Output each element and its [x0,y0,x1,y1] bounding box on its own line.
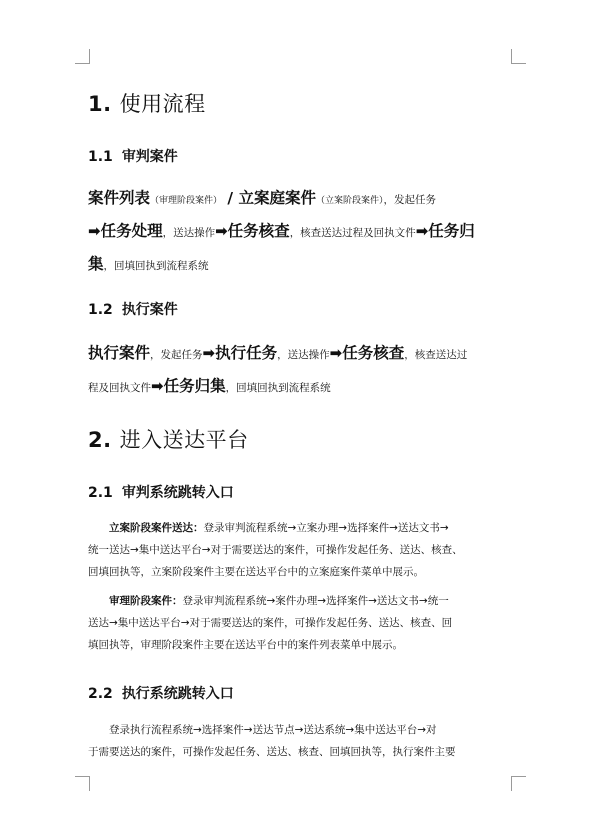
paragraph-enforcement-entry [88,719,518,763]
flow-step-task-processing: 任务处理 [100,222,163,240]
right-arrow-icon: ➡ [415,222,429,240]
page-corner-mark-bottom-left [75,776,90,791]
heading-title: 审判案件 [121,149,178,165]
right-arrow-icon: ➡ [88,222,101,240]
paragraph-line: 送达→集中送达平台→对于需要送达的案件，可操作发起任务、送达、核查、回 [88,617,453,629]
flow-step-task-verification: 任务核查 [227,222,290,240]
right-arrow-icon: ➡ [202,344,216,362]
flow-line-trial-3 [88,252,518,274]
page-corner-mark-bottom-right [511,776,526,791]
flow-action: ，发起任务 [383,194,437,206]
flow-separator: / [222,189,239,207]
right-arrow-icon: ➡ [215,222,228,240]
paragraph-label: 审理阶段案件： [109,595,183,607]
paragraph-trial-stage-cases [88,590,518,656]
heading-number: 2.1 [88,485,113,501]
right-arrow-icon: ➡ [329,344,343,362]
page-corner-mark-top-left [75,49,90,64]
flow-line-trial-2 [88,219,518,241]
paragraph-line: 回填回执等，立案阶段案件主要在送达平台中的立案庭案件菜单中展示。 [88,566,424,578]
flow-step-execute-task: 执行任务 [215,344,278,362]
flow-line-enforcement-1 [88,341,518,363]
flow-step-task-archive-end: 集 [88,255,104,273]
flow-step-filing-court-cases: 立案庭案件 [238,189,317,207]
paragraph-text: 登录审判流程系统→案件办理→选择案件→送达文书→统一 [182,595,449,607]
flow-action: ，回填回执到流程系统 [225,382,331,394]
heading-1-usage-flow [88,88,206,118]
heading-2-2-enforcement-system-entry [88,683,234,703]
paragraph-line: 填回执等，审理阶段案件主要在送达平台中的案件列表菜单中展示。 [88,639,403,651]
page-corner-mark-top-right [511,49,526,64]
flow-step-task-archive: 任务归 [428,222,475,240]
paragraph-filing-stage-delivery [88,517,518,583]
flow-note: （审理阶段案件） [150,196,223,206]
heading-number: 1.1 [88,149,113,165]
flow-step-task-verification: 任务核查 [342,344,405,362]
flow-action: ，核查送达过程及回执文件 [289,227,416,239]
heading-1-1-trial-cases [88,146,178,166]
paragraph-line [88,517,518,539]
paragraph-line: 登录执行流程系统→选择案件→送达节点→送达系统→集中送达平台→对 [109,724,437,736]
heading-2-enter-delivery-platform [88,424,249,454]
heading-1-2-enforcement-cases [88,299,178,319]
flow-step-case-list: 案件列表 [88,189,151,207]
paragraph-line: 统一送达→集中送达平台→对于需要送达的案件，可操作发起任务、送达、核查、 [88,544,463,556]
heading-title: 使用流程 [119,92,206,116]
flow-action: ，发起任务 [150,349,203,361]
flow-action: ，送达操作 [277,349,330,361]
paragraph-line: 于需要送达的案件，可操作发起任务、送达、核查、回填回执等，执行案件主要 [88,746,456,758]
flow-step-enforcement-cases: 执行案件 [88,344,151,362]
paragraph-text: 登录审判流程系统→立案办理→选择案件→送达文书→ [203,522,449,534]
flow-step-task-archive: 任务归集 [163,377,226,395]
heading-number: 2.2 [88,686,113,702]
right-arrow-icon: ➡ [151,377,164,395]
flow-note: （立案阶段案件） [316,196,384,206]
paragraph-label: 立案阶段案件送达： [109,522,204,534]
flow-action: ，核查送达过 [404,349,468,361]
heading-number: 1.2 [88,302,113,318]
heading-number: 2. [88,428,112,452]
heading-2-1-trial-system-entry [88,482,234,502]
flow-action: ，回填回执到流程系统 [103,260,209,272]
heading-title: 执行案件 [121,302,178,318]
heading-title: 执行系统跳转入口 [121,686,234,702]
heading-title: 审判系统跳转入口 [121,485,234,501]
flow-action: 程及回执文件 [88,382,151,394]
flow-line-enforcement-2 [88,374,518,396]
heading-number: 1. [88,92,112,116]
flow-action: ，送达操作 [162,227,216,239]
paragraph-line [88,590,518,612]
heading-title: 进入送达平台 [119,428,249,452]
flow-line-trial-1 [88,186,518,208]
